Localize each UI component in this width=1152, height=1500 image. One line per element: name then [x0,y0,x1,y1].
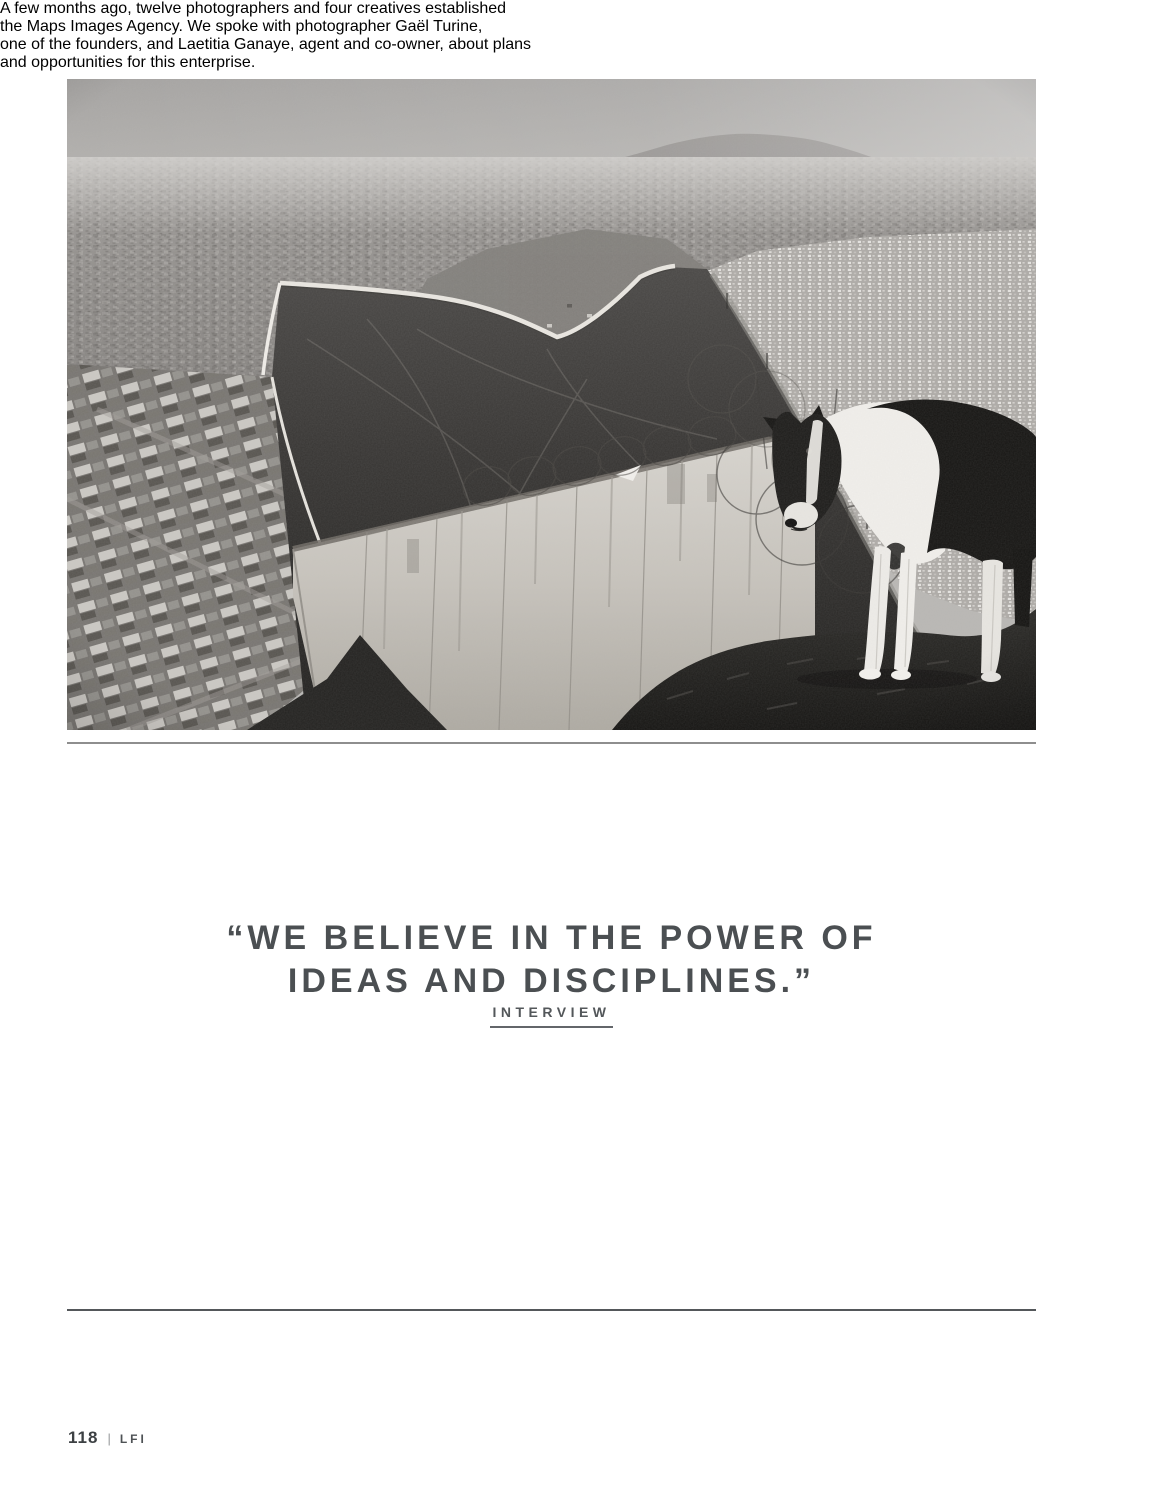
page-footer [68,1428,147,1448]
article-kicker: INTERVIEW [490,1004,612,1028]
headline-line-1: “WE BELIEVE IN THE POWER OF [226,918,877,957]
headline-line-2: IDEAS AND DISCIPLINES.” [287,961,816,1000]
kicker-wrap [67,1004,1036,1028]
footer-separator: | [107,1431,111,1446]
photo-illustration [67,79,1036,730]
divider-top [67,742,1036,744]
intro-line: A few months ago, twelve photographers and four creatives established [0,0,507,17]
divider-bottom [67,1309,1036,1311]
intro-line: the Maps Images Agency. We spoke with photographer Gaël Turine, [0,18,483,35]
article-photo [67,79,1036,730]
intro-line: one of the founders, and Laetitia Ganaye, agent and co-owner, about plans [0,36,532,53]
page-number: 118 [68,1428,99,1447]
article-headline [67,917,1036,1003]
magazine-brand: LFI [119,1432,147,1446]
vignette [67,79,1036,730]
intro-line: and opportunities for this enterprise. [0,54,256,71]
